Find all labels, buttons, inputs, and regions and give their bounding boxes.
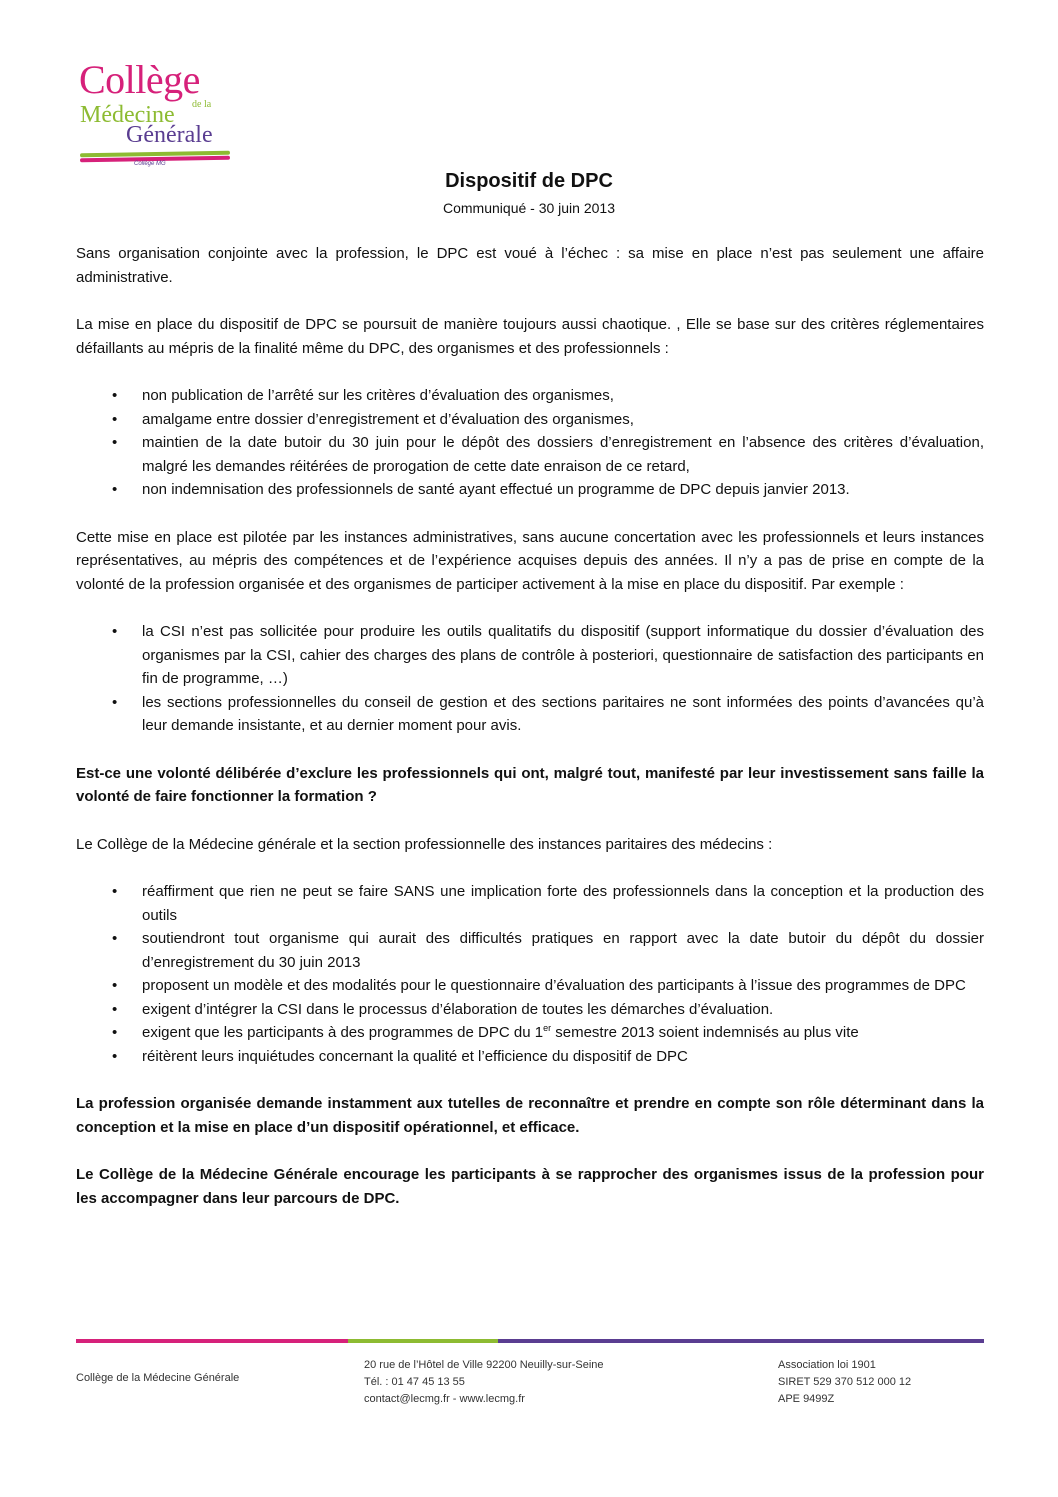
bullet-icon: • — [112, 883, 118, 900]
footer-divider-purple — [498, 1339, 984, 1343]
bullet-icon: • — [112, 1024, 118, 1041]
list-item: • la CSI n’est pas sollicitée pour produire les outils qualitatifs du dispositif (support informatique du dossier d’évaluation des organismes par la CSI, cahier des charges des plans de contrôle à posteriori, questionnaire de satisfaction des participants en fin de programme, …) — [76, 620, 984, 691]
list-item: • proposent un modèle et des modalités pour le questionnaire d’évaluation des participants à l’issue des programmes de DPC — [76, 974, 984, 998]
list-item: • les sections professionnelles du conseil de gestion et des sections paritaires ne sont informées des points d’avancées qu’à leur demande insistante, et au dernier moment pour avis. — [76, 691, 984, 738]
list-item: • non publication de l’arrêté sur les critères d’évaluation des organismes, — [76, 384, 984, 408]
paragraph-governance: Cette mise en place est pilotée par les instances administratives, sans aucune concertation avec les professionnels et leurs instances représentatives, au mépris des compétences et de l’expérience acquises depuis des années. Il n’y a pas de prise en compte de la volonté de la profession organisée et des organismes de participer activement à la mise en place du dispositif. Par exemple : — [76, 528, 984, 593]
college-logo — [76, 58, 236, 168]
list-item: • réaffirment que rien ne peut se faire SANS une implication forte des professionnels dans la conception et la production des outils — [76, 880, 984, 927]
logo-college-text: Collège — [79, 57, 200, 102]
footer-divider-pink — [76, 1339, 348, 1343]
bullet-icon: • — [112, 623, 118, 640]
bullet-icon: • — [112, 434, 118, 451]
footer-association: Association loi 1901 — [778, 1359, 876, 1371]
paragraph-signatories: Le Collège de la Médecine générale et la section professionnelle des instances paritaires des médecins : — [76, 835, 773, 853]
footer-divider-green — [348, 1339, 498, 1343]
list-item: • amalgame entre dossier d’enregistrement et d’évaluation des organismes, — [76, 408, 984, 432]
paragraph-question: Est-ce une volonté délibérée d’exclure les professionnels qui ont, malgré tout, manifesté par leur investissement sans faille la volonté de faire fonctionner la formation ? — [76, 764, 984, 805]
list-item: • maintien de la date butoir du 30 juin pour le dépôt des dossiers d’enregistrement en l’absence des critères d’évaluation, malgré les demandes réitérées de prorogation de cette date enraison de ce retard, — [76, 431, 984, 478]
document-title: Dispositif de DPC — [445, 170, 613, 192]
document-subtitle: Communiqué - 30 juin 2013 — [443, 200, 615, 216]
footer-siret: SIRET 529 370 512 000 12 — [778, 1376, 912, 1388]
list-item: • exigent que les participants à des programmes de DPC du 1er semestre 2013 soient indemnisés au plus vite — [76, 1021, 984, 1045]
footer-ape: APE 9499Z — [778, 1393, 835, 1405]
footer-legal-block — [778, 1357, 911, 1408]
logo-tagline: Collège MG — [134, 161, 166, 167]
bullet-icon: • — [112, 481, 118, 498]
list-commitments — [76, 880, 984, 1068]
list-item: • non indemnisation des professionnels de santé ayant effectué un programme de DPC depuis janvier 2013. — [76, 478, 984, 502]
bullet-icon: • — [112, 1047, 118, 1065]
bullet-icon: • — [112, 1000, 118, 1018]
footer-address: 20 rue de l’Hôtel de Ville 92200 Neuilly-sur-Seine — [364, 1359, 604, 1371]
list-item: • soutiendront tout organisme qui aurait des difficultés pratiques en rapport avec la date butoir du dépôt du dossier d’enregistrement du 30 juin 2013 — [76, 927, 984, 974]
logo-generale-text: Générale — [126, 122, 213, 148]
list-examples — [76, 620, 984, 738]
document-body — [76, 242, 984, 1234]
footer-email-web[interactable]: contact@lecmg.fr - www.lecmg.fr — [364, 1393, 525, 1405]
bullet-icon: • — [112, 387, 118, 404]
bullet-icon: • — [112, 693, 118, 711]
paragraph-intro: Sans organisation conjointe avec la profession, le DPC est voué à l’échec : sa mise en place n’est pas seulement une affaire administrative. — [76, 245, 984, 286]
paragraph-demand: La profession organisée demande instamment aux tutelles de reconnaître et prendre en compte son rôle déterminant dans la conception et la mise en place d’un dispositif opérationnel, et efficace. — [76, 1095, 984, 1136]
list-item: • exigent d’intégrer la CSI dans le processus d’élaboration de toutes les démarches d’évaluation. — [76, 998, 984, 1022]
footer-phone: Tél. : 01 47 45 13 55 — [364, 1376, 465, 1388]
bullet-icon: • — [112, 410, 118, 428]
paragraph-encouragement: Le Collège de la Médecine Générale encourage les participants à se rapprocher des organismes issus de la profession pour les accompagner dans leur parcours de DPC. — [76, 1166, 984, 1207]
bullet-icon: • — [112, 977, 118, 994]
footer-contact-block — [364, 1357, 604, 1408]
list-item: • réitèrent leurs inquiétudes concernant la qualité et l’efficience du dispositif de DPC — [76, 1045, 984, 1069]
logo-dela-text: de la — [192, 99, 212, 110]
list-criticisms — [76, 384, 984, 502]
bullet-icon: • — [112, 930, 118, 947]
logo-medecine-text: Médecine — [80, 102, 175, 128]
footer-organization: Collège de la Médecine Générale — [76, 1372, 240, 1384]
paragraph-context: La mise en place du dispositif de DPC se poursuit de manière toujours aussi chaotique. , Elle se base sur des critères réglementaires défaillants au mépris de la finalité même du DPC, des organismes et des professionnels : — [76, 316, 984, 357]
